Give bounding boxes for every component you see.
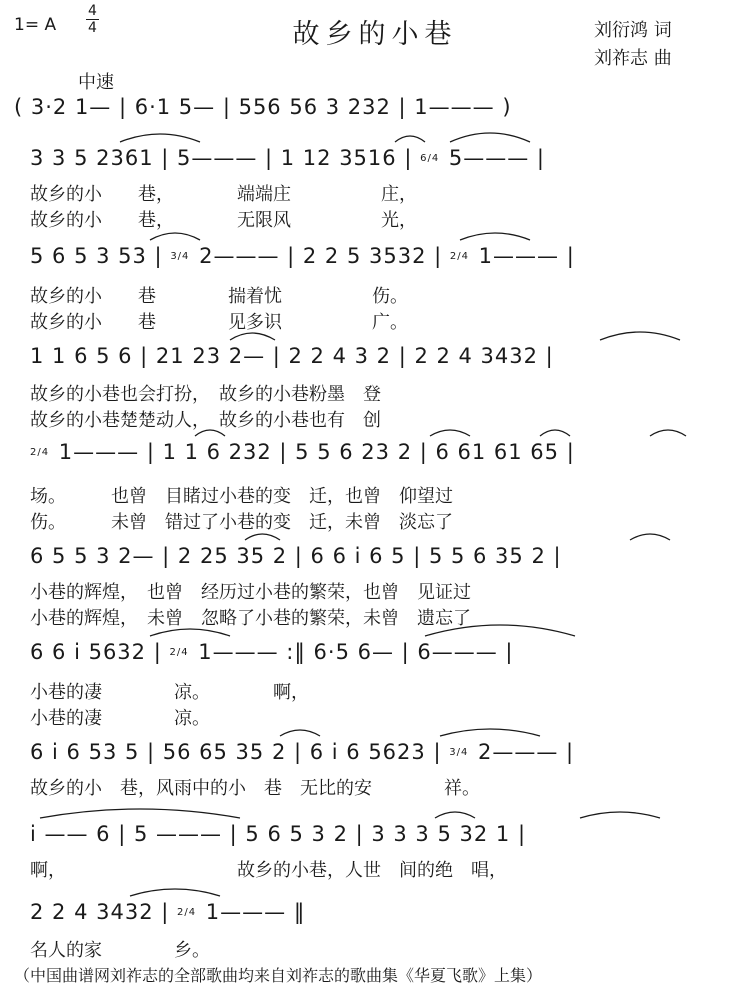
lyric-line-6-verse-2: 小巷的凄 凉。 <box>30 708 210 729</box>
lyric-line-3-verse-2: 故乡的小巷楚楚动人， 故乡的小巷也有 创 <box>30 410 381 431</box>
slur <box>630 534 670 540</box>
lyric-line-2-verse-1: 故乡的小 巷 揣着忧 伤。 <box>30 286 408 307</box>
notes-2c: 1——— | <box>478 244 575 268</box>
meter-change-1: 6/4 <box>420 153 440 164</box>
lyric-line-3-verse-1: 故乡的小巷也会打扮， 故乡的小巷粉墨 登 <box>30 384 381 405</box>
lyricist-credit: 刘衍鸿 词 <box>594 20 672 41</box>
slur <box>580 812 660 818</box>
slur <box>130 889 220 896</box>
slur <box>245 534 280 540</box>
intro-notes: ( 3·2 1— | 6·1 5— | 556 56 3 232 | 1——— ) <box>14 95 512 119</box>
score-line-3: 1 1 6 5 6 | 21 23 2— | 2 2 4 3 2 | 2 2 4 3432 | <box>30 344 554 368</box>
notes-9b: 1——— ‖ <box>205 900 306 924</box>
lyric-line-5-verse-2: 小巷的辉煌， 未曾 忽略了小巷的繁荣，未曾 遗忘了 <box>30 608 471 629</box>
meter-change-2: 3/4 <box>170 251 190 262</box>
notes-2b: 2——— | 2 2 5 3532 | <box>199 244 443 268</box>
slur <box>450 133 530 142</box>
slur <box>430 430 470 436</box>
slur <box>650 430 686 436</box>
lyric-line-4-verse-1: 场。 也曾 目睹过小巷的变 迁，也曾 仰望过 <box>30 486 453 507</box>
tempo-marking: 中速 <box>78 72 114 93</box>
slur <box>230 333 275 340</box>
meter-change-4: 2/4 <box>30 447 50 458</box>
lyric-line-8: 啊， 故乡的小巷，人世 间的绝 唱， <box>30 860 507 881</box>
meter-bottom: 4 <box>88 20 97 36</box>
slur <box>460 233 530 240</box>
notes-7b: 2——— | <box>478 740 575 764</box>
slur <box>150 629 230 636</box>
composer-credit: 刘祚志 曲 <box>594 48 672 69</box>
meter-change-7: 2/4 <box>177 907 197 918</box>
notes-6b: 1——— :‖ 6·5 6— | 6——— | <box>198 640 514 664</box>
slur <box>40 809 240 818</box>
slur <box>120 134 200 142</box>
notes-4: 1——— | 1 1 6 232 | 5 5 6 23 2 | 6 61 61 65 | <box>58 440 575 464</box>
lyric-line-1-verse-1: 故乡的小 巷， 端端庄 庄， <box>30 184 417 205</box>
source-footnote: （中国曲谱网刘祚志的全部歌曲均来自刘祚志的歌曲集《华夏飞歌》上集） <box>14 966 543 985</box>
meter-top: 4 <box>88 3 97 19</box>
slur <box>540 430 570 436</box>
notes-2a: 5 6 5 3 53 | <box>30 244 163 268</box>
lyric-line-5-verse-1: 小巷的辉煌， 也曾 经历过小巷的繁荣，也曾 见证过 <box>30 582 471 603</box>
notes-7a: 6 i 6 53 5 | 56 65 35 2 | 6 i 6 5623 | <box>30 740 442 764</box>
slur <box>440 729 540 736</box>
score-line-8: i —— 6 | 5 ——— | 5 6 5 3 2 | 3 3 3 5 32 1 | <box>30 822 527 846</box>
meter-change-6: 3/4 <box>449 747 469 758</box>
meter-change-5: 2/4 <box>169 647 189 658</box>
score-line-5: 6 5 5 3 2— | 2 25 35 2 | 6 6 i 6 5 | 5 5 6 35 2 | <box>30 544 562 568</box>
lyric-line-1-verse-2: 故乡的小 巷， 无限风 光， <box>30 210 417 231</box>
lyric-line-9: 名人的家 乡。 <box>30 940 210 961</box>
slur <box>395 136 425 142</box>
notes-1b: 5——— | <box>448 146 545 170</box>
lyric-line-6-verse-1: 小巷的凄 凉。 啊， <box>30 682 309 703</box>
notes-1a: 3 3 5 2361 | 5——— | 1 12 3516 | <box>30 146 413 170</box>
slur <box>425 625 575 636</box>
slur <box>600 332 680 340</box>
lyric-line-4-verse-2: 伤。 未曾 错过了小巷的变 迁，未曾 淡忘了 <box>30 512 453 533</box>
lyric-line-7: 故乡的小 巷，风雨中的小 巷 无比的安 祥。 <box>30 778 480 799</box>
slur <box>435 812 475 818</box>
notes-6a: 6 6 i 5632 | <box>30 640 162 664</box>
slur <box>195 430 225 436</box>
song-title: 故乡的小巷 <box>292 19 458 50</box>
slur <box>150 233 200 240</box>
notes-9a: 2 2 4 3432 | <box>30 900 170 924</box>
slur <box>280 730 320 736</box>
meter-change-3: 2/4 <box>449 251 469 262</box>
key-signature: 1= A <box>14 15 57 35</box>
lyric-line-2-verse-2: 故乡的小 巷 见多识 广。 <box>30 312 408 333</box>
